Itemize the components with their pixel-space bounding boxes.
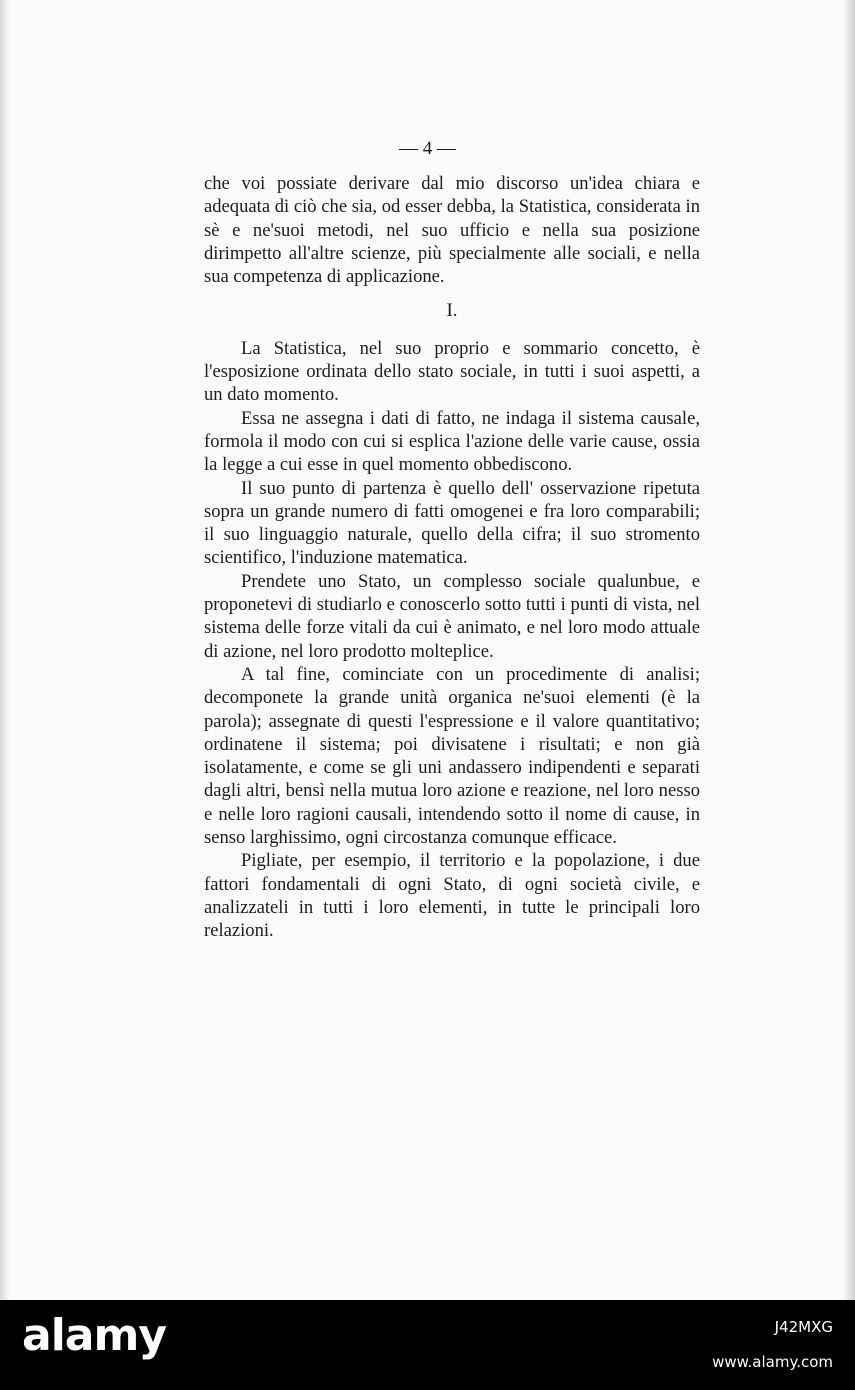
paragraph: Pigliate, per esempio, il territorio e la popolazione, i due fattori fondamentali di ogni Stato, di ogni società civile, e analizzateli in tutti i loro elementi, in tutte le principali loro relazioni. xyxy=(204,850,700,942)
page-number: — 4 — xyxy=(399,138,456,159)
site-url: www.alamy.com xyxy=(712,1353,833,1371)
paragraph: Essa ne assegna i dati di fatto, ne indaga il sistema causale, formola il modo con cui si esplica l'azione delle varie cause, ossia la legge a cui esse in quel momento obbediscono. xyxy=(204,407,700,476)
paragraph: La Statistica, nel suo proprio e sommario concetto, è l'esposizione ordinata dello stato sociale, in tutti i suoi aspetti, a un dato momento. xyxy=(204,337,700,406)
scan-edge-left xyxy=(0,0,10,1300)
opening-paragraph: che voi possiate derivare dal mio discorso un'idea chiara e adequata di ciò che sia, od esser debba, la Statistica, considerata in sè e ne'suoi metodi, nel suo ufficio e nella sua posizione dirimpetto all'altre scienze, più specialmente alle sociali, e nella sua competenza di applicazione. xyxy=(204,173,700,288)
stock-image-id: J42MXG xyxy=(774,1318,833,1336)
paragraph: Prendete uno Stato, un complesso sociale qualunbue, e proponetevi di studiarlo e conoscerlo sotto tutti i punti di vista, nel sistema delle forze vitali da cui è animato, e nel loro modo attuale di azione, nel loro prodotto molteplice. xyxy=(204,570,700,662)
watermark-footer xyxy=(0,1300,855,1390)
scan-edge-right xyxy=(843,0,855,1300)
brand-logo: alamy xyxy=(22,1310,166,1361)
body-text xyxy=(204,172,700,943)
section-heading: I. xyxy=(446,300,458,322)
paragraph: Il suo punto di partenza è quello dell' osservazione ripetuta sopra un grande numero di fatti omogenei e fra loro comparabili; il suo linguaggio naturale, quello della cifra; il suo stromento scientifico, l'induzione matematica. xyxy=(204,477,700,569)
paragraph: A tal fine, cominciate con un procedimente di analisi; decomponete la grande unità organica ne'suoi elementi (è la parola); assegnate di questi l'espressione e il valore quantitativo; ordinatene il sistema; poi divisatene i risultati; e non già isolatamente, e come se gli uni andassero indipendenti e separati dagli altri, bensì nella mutua loro azione e reazione, nel loro nesso e nelle loro ragioni causali, intendendo sotto il nome di cause, in senso larghissimo, ogni circostanza comunque efficace. xyxy=(204,663,700,849)
